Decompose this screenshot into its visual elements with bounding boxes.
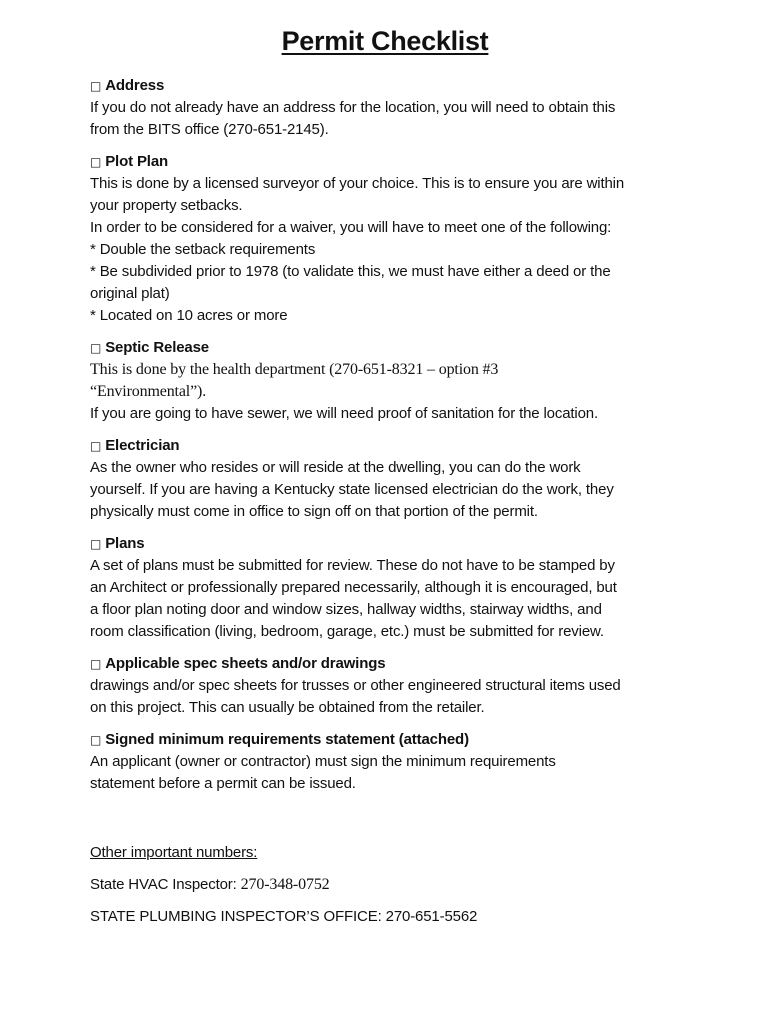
body-line: physically must come in office to sign off on that portion of the permit. [90,503,538,520]
body-line: If you are going to have sewer, we will need proof of sanitation for the location. [90,405,599,422]
checklist-item-heading [90,75,690,97]
body-line: * Double the setback requirements [90,241,316,258]
checkbox-icon[interactable]: □ [90,537,102,551]
checklist-item-title: Plot Plan [105,153,169,170]
checklist [90,75,690,805]
other-numbers [90,842,690,938]
body-line: drawings and/or spec sheets for trusses or other engineered structural items used [90,677,621,694]
checklist-item-heading [90,337,690,359]
checklist-item-signed-statement [90,729,690,795]
page-title: Permit Checklist [281,26,489,56]
body-line: yourself. If you are having a Kentucky state licensed electrician do the work, they [90,481,614,498]
checkbox-icon[interactable]: □ [90,79,102,93]
hvac-inspector-line [90,874,690,896]
checklist-item-heading [90,653,690,675]
checklist-item-title: Electrician [105,437,180,454]
checkbox-icon[interactable]: □ [90,439,102,453]
checklist-item-plot-plan [90,151,690,327]
checklist-item-title: Address [105,77,165,94]
body-line: If you do not already have an address for the location, you will need to obtain this [90,99,616,116]
body-line: on this project. This can usually be obtained from the retailer. [90,699,485,716]
checkbox-icon[interactable]: □ [90,657,102,671]
body-line: an Architect or professionally prepared necessarily, although it is encouraged, but [90,579,617,596]
body-line: “Environmental”). [90,383,207,400]
checklist-item-address [90,75,690,141]
checklist-item-heading [90,729,690,751]
hvac-label: State HVAC Inspector: [90,876,241,893]
other-numbers-heading: Other important numbers: [90,844,258,861]
checklist-item-title: Applicable spec sheets and/or drawings [105,655,386,672]
checkbox-icon[interactable]: □ [90,155,102,169]
body-line: a floor plan noting door and window sizes, hallway widths, stairway widths, and [90,601,602,618]
body-line: original plat) [90,285,170,302]
body-line: In order to be considered for a waiver, you will have to meet one of the following: [90,219,612,236]
checklist-item-septic-release [90,337,690,425]
body-line: A set of plans must be submitted for review. These do not have to be stamped by [90,557,615,574]
body-line: * Located on 10 acres or more [90,307,288,324]
hvac-number: 270-348-0752 [240,876,330,893]
plumbing-inspector-line: STATE PLUMBING INSPECTOR’S OFFICE: 270-651-5562 [90,908,478,925]
checklist-item-electrician [90,435,690,523]
body-line: your property setbacks. [90,197,243,214]
body-line: room classification (living, bedroom, garage, etc.) must be submitted for review. [90,623,604,640]
checklist-item-title: Septic Release [105,339,209,356]
checklist-item-title: Plans [105,535,145,552]
body-line: An applicant (owner or contractor) must sign the minimum requirements [90,753,556,770]
checklist-item-title: Signed minimum requirements statement (attached) [105,731,469,748]
checklist-item-heading [90,151,690,173]
body-line: * Be subdivided prior to 1978 (to validate this, we must have either a deed or the [90,263,611,280]
body-line: As the owner who resides or will reside at the dwelling, you can do the work [90,459,581,476]
checklist-item-heading [90,533,690,555]
body-line: statement before a permit can be issued. [90,775,356,792]
body-line: from the BITS office (270-651-2145). [90,121,329,138]
body-line: This is done by a licensed surveyor of your choice. This is to ensure you are within [90,175,625,192]
checklist-item-spec-sheets [90,653,690,719]
checkbox-icon[interactable]: □ [90,341,102,355]
checklist-item-plans [90,533,690,643]
checkbox-icon[interactable]: □ [90,733,102,747]
checklist-item-heading [90,435,690,457]
body-line: This is done by the health department (270-651-8321 – option #3 [90,361,499,378]
